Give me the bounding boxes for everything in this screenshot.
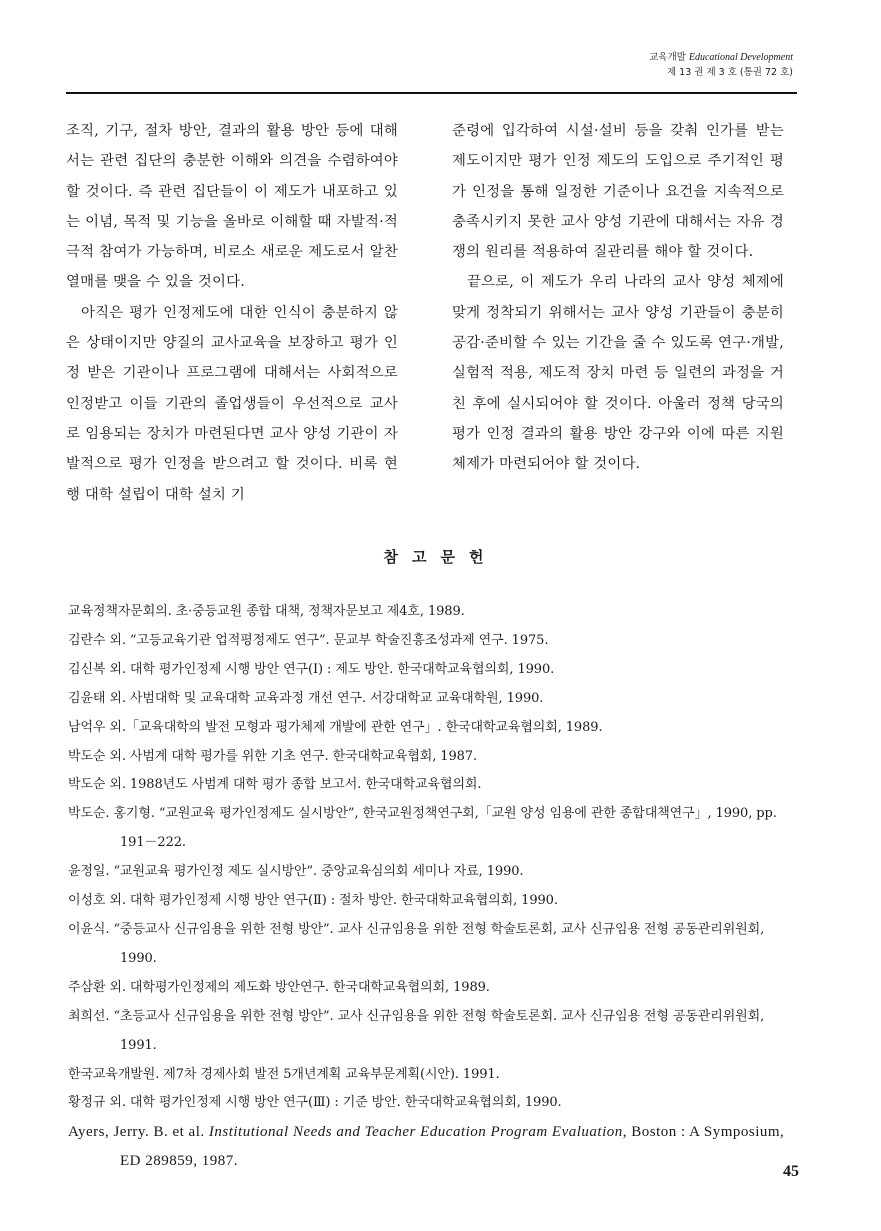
reference-item: 김란수 외. “고등교육기관 업적평정제도 연구”. 문교부 학술진흥조성과제 연구. 1975. (68, 632, 549, 648)
reference-item: 박도순 외. 1988년도 사범계 대학 평가 종합 보고서. 한국대학교육협의회. (68, 777, 482, 793)
reference-item: 교육정책자문회의. 초·중등교원 종합 대책, 정책자문보고 제4호, 1989. (68, 604, 465, 619)
reference-item: 황정규 외. 대학 평가인정제 시행 방안 연구(Ⅲ) : 기준 방안. 한국대학교육협의회, 1990. (68, 1095, 562, 1111)
reference-item: 주삼환 외. 대학평가인정제의 제도화 방안연구. 한국대학교육협의회, 1989. (68, 979, 490, 995)
body-column-right (452, 116, 784, 480)
reference-item: 김신복 외. 대학 평가인정제 시행 방안 연구(Ⅰ) : 제도 방안. 한국대학교육협의회, 1990. (68, 661, 555, 677)
reference-item: 남억우 외.「교육대학의 발전 모형과 평가체제 개발에 관한 연구」. 한국대학교육협의회, 1989. (68, 719, 603, 735)
running-header (649, 50, 793, 80)
page-number: 45 (783, 1163, 799, 1180)
reference-authors: Ayers, Jerry. B. et al. (68, 1124, 205, 1141)
reference-item: 박도순. 홍기형. “교원교육 평가인정제도 실시방안”, 한국교원정책연구회,「교원 양성 임용에 관한 종합대책연구」, 1990, pp. 191－222. (68, 806, 777, 851)
journal-name-en: Educational Development (688, 52, 793, 63)
reference-item: 최희선. “초등교사 신규임용을 위한 전형 방안”. 교사 신규임용을 위한 전형 학술토론회. 교사 신규임용 전형 공동관리위원회, 1991. (68, 1008, 765, 1053)
reference-item: 이성호 외. 대학 평가인정제 시행 방안 연구(Ⅱ) : 절차 방안. 한국대학교육협의회, 1990. (68, 893, 558, 909)
references-heading: 참고문헌 (383, 548, 498, 566)
reference-item: 윤정일. “교원교육 평가인정 제도 실시방안”. 중앙교육심의회 세미나 자료, 1990. (68, 864, 524, 880)
reference-item: 이윤식. “중등교사 신규임용을 위한 전형 방안”. 교사 신규임용을 위한 전형 학술토론회, 교사 신규임용 전형 공동관리위원회, 1990. (68, 921, 765, 966)
volume-issue: 제 13 권 제 3 호 (통권 72 호) (666, 67, 793, 78)
reference-list (68, 598, 797, 1176)
body-column-left (66, 116, 398, 510)
paragraph: 끝으로, 이 제도가 우리 나라의 교사 양성 체제에 맞게 정착되기 위해서는 교사 양성 기관들이 충분히 공감·준비할 수 있는 기간을 줄 수 있도록 연구·개발, 실험적 적용, 제도적 장치 마련 등 일련의 과정을 거친 후에 실시되어야 할 것이다. 아울러 정책 당국의 평가 인정 결과의 활용 방안 강구와 이에 따른 지원 체제가 마련되어야 할 것이다. (452, 274, 784, 473)
reference-item: 박도순 외. 사범계 대학 평가를 위한 기초 연구. 한국대학교육협회, 1987. (68, 748, 478, 764)
reference-item-english (68, 1118, 797, 1176)
journal-name-ko: 교육개발 (649, 52, 686, 63)
reference-title: Institutional Needs and Teacher Education Program Evaluation, (208, 1124, 627, 1141)
paragraph: 아직은 평가 인정제도에 대한 인식이 충분하지 않은 상태이지만 양질의 교사교육을 보장하고 평가 인정 받은 기관이나 프로그램에 대해서는 사회적으로 인정받고 이들 기관의 졸업생들이 우선적으로 교사로 임용되는 장치가 마련된다면 교사 양성 기관이 자발적으로 평가 인정을 받으려고 할 것이다. 비록 현행 대학 설립이 대학 설치 기 (66, 304, 398, 503)
paragraph: 준령에 입각하여 시설·설비 등을 갖춰 인가를 받는 제도이지만 평가 인정 제도의 도입으로 주기적인 평가 인정을 통해 일정한 기준이나 요건을 지속적으로 충족시키지 못한 교사 양성 기관에 대해서는 자유 경쟁의 원리를 적용하여 질관리를 해야 할 것이다. (452, 123, 784, 261)
reference-publication: Boston : A Symposium, ED 289859, 1987. (120, 1124, 785, 1170)
header-rule (66, 92, 797, 94)
reference-item: 한국교육개발원. 제7차 경제사회 발전 5개년계획 교육부문계획(시안). 1991. (68, 1066, 500, 1082)
paragraph: 조직, 기구, 절차 방안, 결과의 활용 방안 등에 대해서는 관련 집단의 충분한 이해와 의견을 수렴하여야 할 것이다. 즉 관련 집단들이 이 제도가 내포하고 있는 이념, 목적 및 기능을 올바로 이해할 때 자발적·적극적 참여가 가능하며, 비로소 새로운 제도로서 알찬 열매를 맺을 수 있을 것이다. (66, 123, 398, 291)
reference-item: 김윤태 외. 사범대학 및 교육대학 교육과정 개선 연구. 서강대학교 교육대학원, 1990. (68, 690, 544, 706)
